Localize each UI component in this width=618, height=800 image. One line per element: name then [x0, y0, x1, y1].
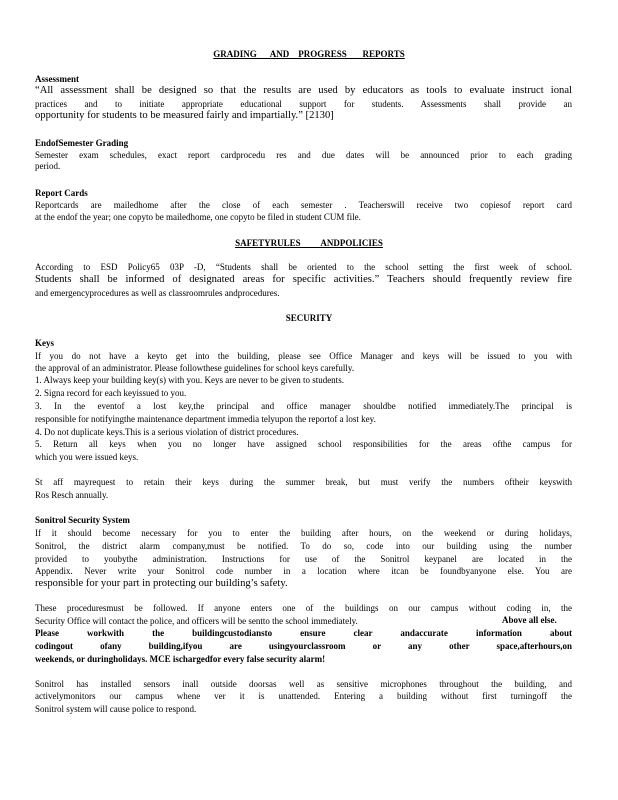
keys-line: 5. Return all keys when you no longer have assigned school responsibilities for the areas ofthe campus for: [35, 439, 572, 449]
sonitrol-line: provided to youbythe administration. Instructions for use of the Sonitrol keypanel are located in the: [35, 554, 572, 564]
procedures-line: These proceduresmust be followed. If anyone enters one of the buildings on our campus without coding in, the: [35, 603, 572, 613]
end-of-semester-line: period.: [35, 161, 61, 171]
sensor-line: Sonitrol system will cause police to respond.: [35, 704, 197, 714]
assessment-line: “All assessment shall be designed so that the results are used by educators as tools to evaluate instruct ional: [35, 85, 572, 96]
end-of-semester-line: Semester exam schedules, exact report cardprocedu res and due dates will be announced prior to each grading: [35, 150, 572, 160]
keys-line: 2. Signa record for each keyissued to you.: [35, 388, 187, 398]
safety-line: According to ESD Policy65 03P -D, “Students shall be oriented to the school setting the first week of school.: [35, 262, 572, 272]
safety-line: Students shall be informed of designated areas for specific activities.” Teachers should frequently review fire: [35, 274, 572, 285]
report-cards-heading: Report Cards: [35, 188, 88, 198]
keys-line: the approval of an administrator. Please followthese guidelines for school keys carefully.: [35, 363, 355, 373]
assessment-line: practices and to initiate appropriate educational support for students. Assessments shall provide an: [35, 99, 572, 109]
keys-line: responsible for notifyingthe maintenance department immedia telyupon the reportof a lost key.: [35, 414, 376, 424]
assessment-line: opportunity for students to be measured fairly and impartially.” [2130]: [35, 110, 334, 121]
keys-line: which you were issued keys.: [35, 452, 139, 462]
safety-line: and emergencyprocedures as well as classroomrules andprocedures.: [35, 288, 280, 298]
custodians-line: Please workwith the buildingcustodiansto ensure clear andaccurate information about: [35, 628, 572, 638]
security-title: SECURITY: [285, 313, 333, 323]
keys-line: 1. Always keep your building key(s) with you. Keys are never to be given to students.: [35, 375, 344, 385]
end-of-semester-heading: EndofSemester Grading: [35, 138, 129, 148]
keys-heading: Keys: [35, 338, 54, 348]
custodians-line: weekends, or duringholidays. MCE ischargedfor every false security alarm!: [35, 654, 326, 664]
above-all-text: Above all else.: [502, 615, 557, 625]
assessment-heading: Assessment: [35, 74, 79, 84]
keys-line: 4. Do not duplicate keys.This is a serious violation of district procedures.: [35, 427, 299, 437]
sonitrol-line: Sonitrol, the district alarm company,must be notified. To do so, code into our building using the number: [35, 541, 572, 551]
sonitrol-responsible-line: responsible for your part in protecting our building’s safety.: [35, 578, 288, 589]
report-cards-line: Reportcards are mailedhome after the close of each semester . Teacherswill receive two copiesof report card: [35, 200, 572, 210]
safety-title: SAFETYRULES ANDPOLICIES: [235, 238, 383, 248]
sensor-line: activelymonitors our campus whene ver it is unattended. Entering a building without first turningoff the: [35, 691, 572, 701]
custodians-line: codingout ofany building,ifyou are usingyourclassroom or any other space,afterhours,on: [35, 641, 572, 651]
keys-line: If you do not have a keyto get into the building, please see Office Manager and keys will be issued to you with: [35, 351, 572, 361]
sonitrol-line: If it should become necessary for you to enter the building after hours, on the weekend or during holidays,: [35, 528, 572, 538]
keys-line: 3. In the eventof a lost key,the principal and office manager shouldbe notified immediately.The principal is: [35, 401, 572, 411]
procedures-line: Security Office will contact the police, and officers will be sentto the school immediately.: [35, 616, 358, 626]
report-cards-line: at the endof the year; one copyto be mailedhome, one copyto be filed in student CUM file.: [35, 212, 361, 222]
sonitrol-heading: Sonitrol Security System: [35, 515, 130, 525]
sonitrol-line: Appendix. Never write your Sonitrol code number in a location where itcan be foundbyanyone else. You are: [35, 566, 572, 576]
summer-keys-line: Ros Resch annually.: [35, 490, 109, 500]
summer-keys-line: St aff mayrequest to retain their keys during the summer break, but must verify the numbers oftheir keyswith: [35, 477, 572, 487]
sensor-line: Sonitrol has installed sensors inall outside doorsas well as sensitive microphones throughout the building, and: [35, 679, 572, 689]
grading-title: GRADING AND PROGRESS REPORTS: [213, 49, 405, 59]
